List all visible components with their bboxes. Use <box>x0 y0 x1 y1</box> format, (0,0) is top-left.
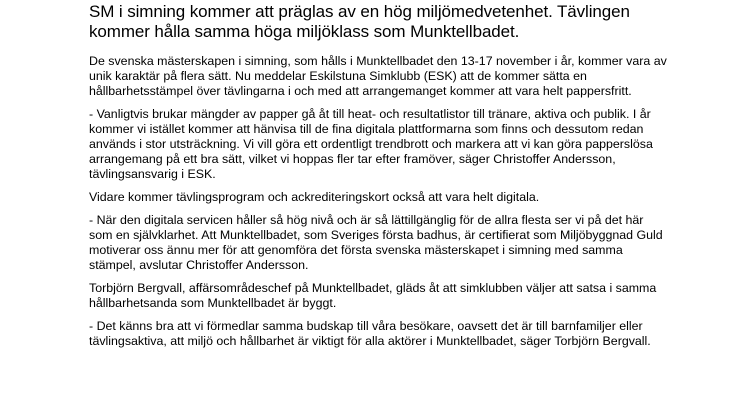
article-paragraph-quote-andersson: - Vanligtvis brukar mängder av papper gå åt till heat- och resultatlistor till tränare, aktiva och publik. I år kommer vi istället kommer att hänvisa till de fina digitala plattformarna som finns och dessutom redan används i stor utsträckning. Vi vill göra ett ordentligt trendbrott och markera att vi kan göra papperslösa arrangemang på ett bra sätt, vilket vi hoppas fler tar efter framöver, säger Christoffer Andersson, tävlingsansvarig i ESK. <box>89 107 653 181</box>
article-headline: SM i simning kommer att präglas av en hög miljömedvetenhet. Tävlingen kommer hålla samma höga miljöklass som Munktellbadet. <box>89 2 630 41</box>
press-release <box>89 0 669 349</box>
article-paragraph-digital: Vidare kommer tävlingsprogram och ackrediteringskort också att vara helt digitala. <box>89 190 540 204</box>
article-paragraph-quote-bergvall: - Det känns bra att vi förmedlar samma budskap till våra besökare, oavsett det är till barnfamiljer eller tävlingsaktiva, att miljö och hållbarhet är viktigt för alla aktörer i Munktellbadet, säger Torbjörn Bergvall. <box>89 319 651 348</box>
article-paragraph-quote-andersson-2: - När den digitala servicen håller så hög nivå och är så lättillgänglig för de allra flesta ser vi på det här som en självklarhet. Att Munktellbadet, som Sveriges första badhus, är certifierat som Miljöbyggnad Guld motiverar oss ännu mer för att genomföra det första svenska mästerskapet i simning med samma stämpel, avslutar Christoffer Andersson. <box>89 213 663 272</box>
article-paragraph-bergvall: Torbjörn Bergvall, affärsområdeschef på Munktellbadet, gläds åt att simklubben väljer att satsa i samma hållbarhetsanda som Munktellbadet är byggt. <box>89 281 657 310</box>
article-paragraph-intro: De svenska mästerskapen i simning, som hålls i Munktellbadet den 13-17 november i år, kommer vara av unik karaktär på flera sätt. Nu meddelar Eskilstuna Simklubb (ESK) att de kommer sätta en hållbarhetsstämpel över tävlingarna i och med att arrangemanget kommer att vara helt pappersfritt. <box>89 54 667 98</box>
